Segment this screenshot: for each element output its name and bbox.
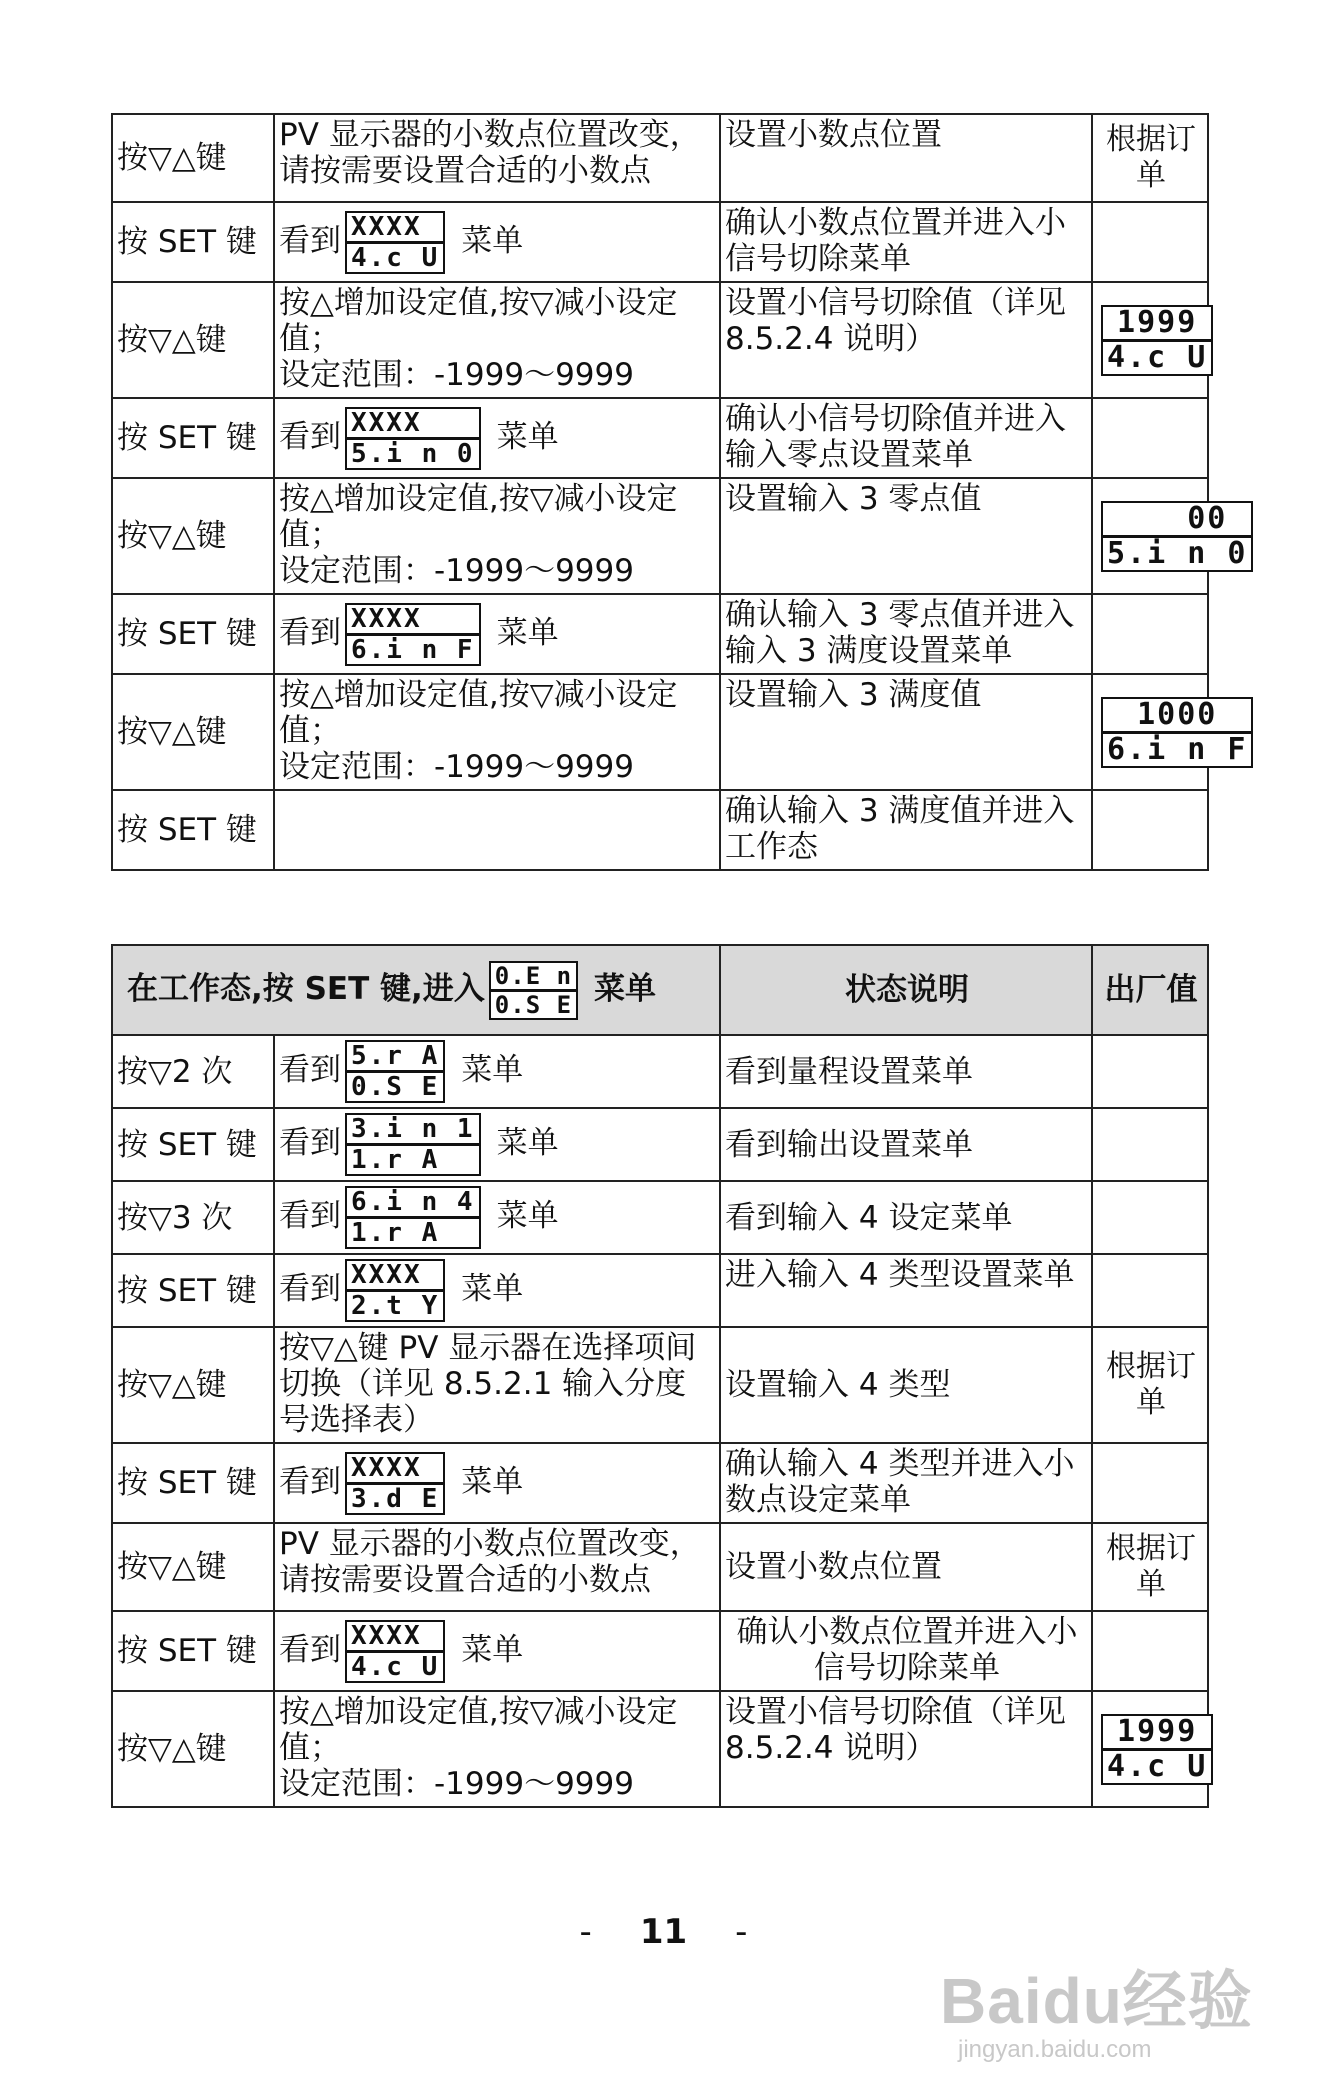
see-label: 看到 — [279, 1052, 341, 1088]
status-cell: 设置输入 3 零点值 — [720, 478, 1092, 594]
desc-cell — [274, 1254, 720, 1327]
table-row — [112, 1611, 1208, 1691]
desc-cell — [274, 1108, 720, 1181]
table-header-row — [112, 945, 1208, 1035]
key-cell: 按▽△键 — [112, 1327, 274, 1443]
key-cell: 按▽2 次 — [112, 1035, 274, 1108]
desc-cell: PV 显示器的小数点位置改变，请按需要设置合适的小数点 — [274, 114, 720, 202]
status-cell: 设置小信号切除值（详见 8.5.2.4 说明） — [720, 1691, 1092, 1807]
see-label: 看到 — [279, 1125, 341, 1161]
factory-cell: 根据订单 — [1092, 1327, 1208, 1443]
factory-cell — [1092, 1254, 1208, 1327]
see-label: 看到 — [279, 614, 341, 651]
lcd-display: $\frac{1999}{\text{4.c U}}$ — [1101, 305, 1213, 376]
key-cell: 按▽△键 — [112, 114, 274, 202]
desc-cell — [274, 1443, 720, 1523]
menu-label: 菜单 — [594, 970, 657, 1007]
factory-cell — [1092, 674, 1248, 790]
desc-cell — [274, 202, 720, 282]
see-label: 看到 — [279, 1271, 341, 1307]
range-text: 设定范围：-1999～9999 — [279, 749, 634, 785]
desc-text: 按△增加设定值,按▽减小设定值； — [279, 285, 678, 357]
menu-label: 菜单 — [461, 1052, 524, 1088]
menu-label: 菜单 — [461, 1463, 524, 1500]
status-cell: 看到量程设置菜单 — [720, 1035, 1092, 1108]
table-row — [112, 1181, 1208, 1254]
lcd-display: $\frac{00}{\text{5.i n 0}}$ — [1101, 501, 1253, 572]
settings-table-1 — [111, 113, 1248, 871]
factory-cell — [1092, 790, 1208, 870]
see-label: 看到 — [279, 1631, 341, 1668]
see-label: 看到 — [279, 222, 341, 259]
status-cell: 确认小数点位置并进入小信号切除菜单 — [720, 202, 1092, 282]
desc-cell — [274, 282, 720, 398]
menu-label: 菜单 — [461, 1631, 524, 1668]
table-row — [112, 1254, 1208, 1327]
desc-cell — [274, 674, 720, 790]
desc-cell: PV 显示器的小数点位置改变，请按需要设置合适的小数点 — [274, 1523, 720, 1611]
range-text: 设定范围：-1999～9999 — [279, 553, 634, 589]
lcd-display: XXXX 3.d E — [345, 1452, 445, 1515]
baidu-watermark — [940, 1950, 1280, 2070]
factory-cell — [1092, 1108, 1208, 1181]
factory-cell: 根据订单 — [1092, 1523, 1208, 1611]
key-cell: 按 SET 键 — [112, 398, 274, 478]
table-row — [112, 790, 1208, 870]
table-row — [112, 114, 1208, 202]
settings-table-2 — [111, 944, 1209, 1808]
factory-cell — [1092, 478, 1248, 594]
key-cell: 按▽△键 — [112, 478, 274, 594]
menu-label: 菜单 — [496, 1125, 559, 1161]
status-cell: 设置小信号切除值（详见 8.5.2.4 说明） — [720, 282, 1092, 398]
lcd-display: $\frac{\text{3.i n 1}}{\text{1.r A}}$ — [345, 1113, 481, 1176]
factory-cell: 根据订单 — [1092, 114, 1208, 202]
desc-cell: 按▽△键 PV 显示器在选择项间切换（详见 8.5.2.1 输入分度号选择表） — [274, 1327, 720, 1443]
table-row — [112, 594, 1208, 674]
status-cell: 设置小数点位置 — [720, 114, 1092, 202]
status-cell: 确认小数点位置并进入小信号切除菜单 — [720, 1611, 1092, 1691]
key-cell: 按 SET 键 — [112, 594, 274, 674]
see-label: 看到 — [279, 1463, 341, 1500]
desc-cell — [274, 1181, 720, 1254]
range-text: 设定范围：-1999～9999 — [279, 1766, 634, 1802]
desc-cell — [274, 1691, 720, 1807]
key-cell: 按▽3 次 — [112, 1181, 274, 1254]
header-title-cell — [112, 945, 720, 1035]
lcd-display: XXXX 6.i n F — [345, 603, 481, 666]
table-row — [112, 1523, 1208, 1611]
table-row — [112, 1327, 1208, 1443]
menu-label: 菜单 — [461, 222, 524, 259]
lcd-display: $\frac{\text{5.r A}}{\text{0.S E}}$ — [345, 1040, 445, 1103]
desc-cell — [274, 478, 720, 594]
desc-cell — [274, 398, 720, 478]
header-status: 状态说明 — [720, 945, 1092, 1035]
see-label: 看到 — [279, 418, 341, 455]
desc-cell — [274, 594, 720, 674]
status-cell: 确认输入 3 零点值并进入输入 3 满度设置菜单 — [720, 594, 1092, 674]
see-label: 看到 — [279, 1198, 341, 1234]
header-factory: 出厂值 — [1092, 945, 1208, 1035]
watermark-url: jingyan.baidu.com — [958, 2036, 1152, 2063]
range-text: 设定范围：-1999～9999 — [279, 357, 634, 393]
status-cell: 设置输入 3 满度值 — [720, 674, 1092, 790]
page-number: - 11 - — [579, 1912, 748, 1952]
factory-cell — [1092, 1035, 1208, 1108]
factory-cell — [1092, 1443, 1208, 1523]
key-cell: 按 SET 键 — [112, 1108, 274, 1181]
status-cell: 看到输入 4 设定菜单 — [720, 1181, 1092, 1254]
factory-cell — [1092, 398, 1208, 478]
lcd-display: XXXX 4.c U — [345, 211, 445, 274]
desc-text: 按△增加设定值,按▽减小设定值； — [279, 1694, 678, 1766]
table-row — [112, 674, 1208, 790]
status-cell: 看到输出设置菜单 — [720, 1108, 1092, 1181]
factory-cell — [1092, 282, 1208, 398]
desc-text: 按△增加设定值,按▽减小设定值； — [279, 481, 678, 553]
key-cell: 按▽△键 — [112, 674, 274, 790]
table-row — [112, 398, 1208, 478]
key-cell: 按 SET 键 — [112, 202, 274, 282]
table-row — [112, 478, 1208, 594]
lcd-display: $\frac{\text{6.i n 4}}{\text{1.r A}}$ — [345, 1186, 481, 1249]
lcd-display: XXXX 2.t Y — [345, 1259, 445, 1322]
status-cell: 确认输入 3 满度值并进入工作态 — [720, 790, 1092, 870]
table-row — [112, 1691, 1208, 1807]
key-cell: 按▽△键 — [112, 282, 274, 398]
status-cell: 设置小数点位置 — [720, 1523, 1092, 1611]
factory-cell — [1092, 1611, 1208, 1691]
key-cell: 按 SET 键 — [112, 1443, 274, 1523]
lcd-display: $\frac{1000}{\text{6.i n F}}$ — [1101, 697, 1253, 768]
desc-cell — [274, 1611, 720, 1691]
lcd-display: $\frac{\text{0.E n}}{\text{0.S E}}$ — [489, 961, 578, 1020]
desc-cell — [274, 790, 720, 870]
status-cell: 确认小信号切除值并进入输入零点设置菜单 — [720, 398, 1092, 478]
table-row — [112, 282, 1208, 398]
factory-cell — [1092, 202, 1208, 282]
menu-label: 菜单 — [496, 1198, 559, 1234]
menu-label: 菜单 — [461, 1271, 524, 1307]
status-cell: 进入输入 4 类型设置菜单 — [720, 1254, 1092, 1327]
lcd-display: XXXX 4.c U — [345, 1620, 445, 1683]
key-cell: 按▽△键 — [112, 1691, 274, 1807]
table-row — [112, 202, 1208, 282]
table-row — [112, 1108, 1208, 1181]
status-cell: 设置输入 4 类型 — [720, 1327, 1092, 1443]
factory-cell — [1092, 1691, 1208, 1807]
header-prefix: 在工作态,按 SET 键,进入 — [127, 970, 485, 1007]
desc-text: 按△增加设定值,按▽减小设定值； — [279, 677, 678, 749]
desc-cell — [274, 1035, 720, 1108]
lcd-display: $\frac{1999}{\text{4.c U}}$ — [1101, 1714, 1213, 1785]
menu-label: 菜单 — [496, 418, 559, 455]
menu-label: 菜单 — [496, 614, 559, 651]
key-cell: 按▽△键 — [112, 1523, 274, 1611]
table-row — [112, 1035, 1208, 1108]
factory-cell — [1092, 1181, 1208, 1254]
key-cell: 按 SET 键 — [112, 1254, 274, 1327]
key-cell: 按 SET 键 — [112, 790, 274, 870]
table-row — [112, 1443, 1208, 1523]
status-cell: 确认输入 4 类型并进入小数点设定菜单 — [720, 1443, 1092, 1523]
key-cell: 按 SET 键 — [112, 1611, 274, 1691]
factory-cell — [1092, 594, 1208, 674]
lcd-display: XXXX 5.i n 0 — [345, 407, 481, 470]
watermark-logo: Baidu经验 — [940, 1965, 1253, 2037]
